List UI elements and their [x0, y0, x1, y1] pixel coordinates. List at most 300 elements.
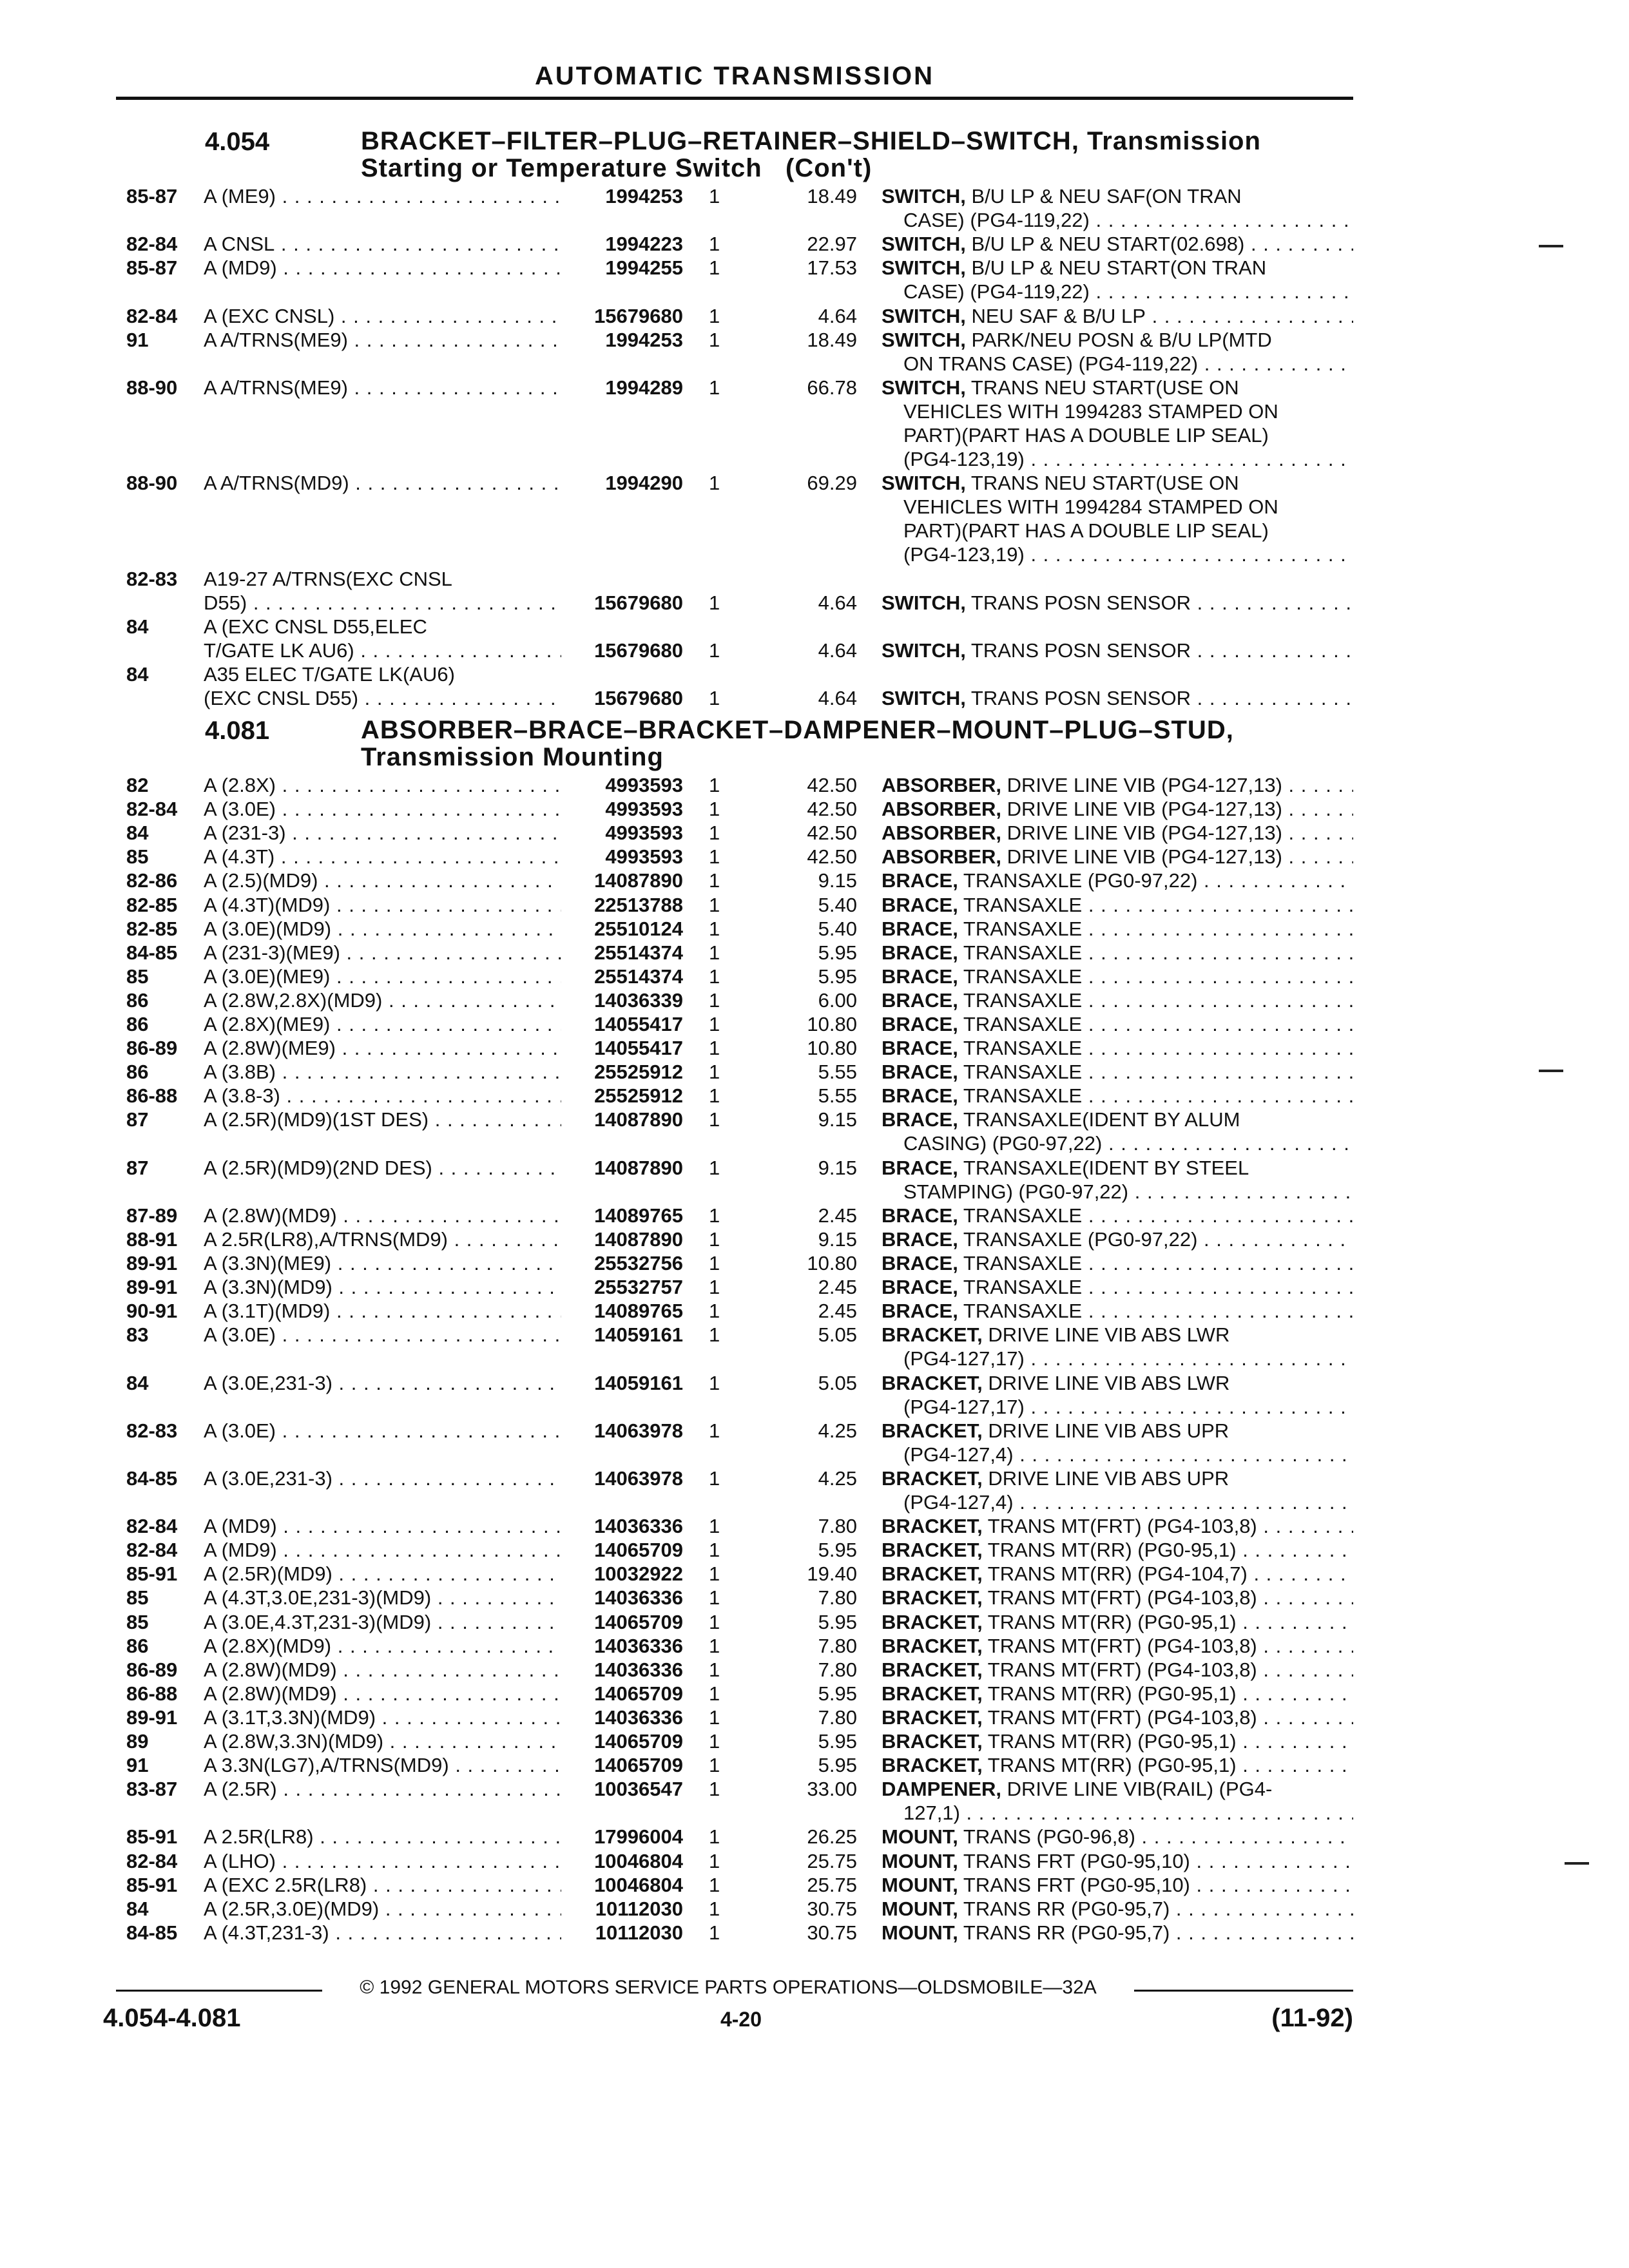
model-application — [204, 567, 561, 615]
description-line: ABSORBER, DRIVE LINE VIB (PG4-127,13) . . . — [882, 845, 1353, 869]
part-description — [882, 328, 1353, 376]
part-number: 14065709 — [594, 1754, 683, 1777]
list-price: 5.95 — [818, 1730, 857, 1753]
model-line: A A/TRNS(MD9) . . . — [204, 471, 561, 495]
part-number: 14036336 — [594, 1634, 683, 1657]
model-line: A (3.0E,231-3) . . . — [204, 1371, 561, 1395]
description-line: BRACE, TRANSAXLE . . . — [882, 1060, 1353, 1084]
description-line: BRACE, TRANSAXLE . . . — [882, 1012, 1353, 1036]
list-price: 18.49 — [807, 185, 857, 207]
quantity: 1 — [709, 1515, 720, 1538]
description-line: BRACKET, DRIVE LINE VIB ABS UPR — [882, 1419, 1229, 1442]
part-number: 25514374 — [594, 941, 683, 964]
part-number: 1994223 — [605, 233, 683, 256]
model-years: 85-87 — [126, 256, 178, 280]
part-name: SWITCH, — [882, 472, 966, 495]
quantity: 1 — [709, 893, 720, 916]
part-description — [882, 917, 1353, 941]
list-price: 69.29 — [807, 472, 857, 495]
model-line: A (231-3) . . . — [204, 821, 561, 845]
model-years: 88-90 — [126, 472, 178, 495]
description-line: (PG4-127,17) . . . — [882, 1395, 1353, 1419]
part-name: BRACE, — [882, 1084, 958, 1108]
quantity: 1 — [709, 1634, 720, 1657]
description-line: BRACKET, TRANS MT(RR) (PG0-95,1) . . . — [882, 1729, 1353, 1753]
model-line: A (2.5R)(MD9)(1ST DES) . . . — [204, 1108, 561, 1131]
model-line: (EXC CNSL D55) . . . — [204, 686, 561, 710]
part-name: ABSORBER, — [882, 822, 1002, 845]
description-line: SWITCH, B/U LP & NEU SAF(ON TRAN — [882, 185, 1242, 207]
description-line: (PG4-127,4) . . . — [882, 1443, 1353, 1466]
description-line: BRACE, TRANSAXLE . . . — [882, 917, 1353, 941]
description-line: BRACKET, TRANS MT(RR) (PG0-95,1) . . . — [882, 1682, 1353, 1706]
part-description — [882, 1658, 1353, 1682]
list-price: 10.80 — [807, 1013, 857, 1035]
part-name: BRACKET, — [882, 1466, 983, 1490]
part-name: BRACKET, — [882, 1754, 983, 1777]
list-price: 42.50 — [807, 798, 857, 821]
description-line: SWITCH, TRANS NEU START(USE ON — [882, 472, 1239, 495]
model-years: 84 — [126, 822, 149, 845]
description-line: BRACE, TRANSAXLE(IDENT BY ALUM — [882, 1108, 1240, 1131]
quantity: 1 — [709, 256, 720, 280]
list-price: 26.25 — [807, 1825, 857, 1849]
description-line: BRACE, TRANSAXLE (PG0-97,22) . . . — [882, 1227, 1353, 1251]
model-application — [204, 1275, 561, 1299]
quantity: 1 — [709, 1252, 720, 1274]
part-name: ABSORBER, — [882, 798, 1002, 821]
part-number: 14036339 — [594, 988, 683, 1012]
part-name: BRACE, — [882, 1156, 958, 1179]
footer-rule-left — [116, 1990, 322, 1992]
part-number: 10036547 — [594, 1778, 683, 1801]
model-years: 86 — [126, 1634, 149, 1657]
model-line: A19-27 A/TRNS(EXC CNSL — [204, 567, 452, 590]
part-description — [882, 1586, 1353, 1610]
model-years: 89-91 — [126, 1252, 178, 1274]
part-name: BRACE, — [882, 965, 958, 988]
model-line: A (2.8X)(MD9) . . . — [204, 1634, 561, 1658]
description-line: BRACKET, TRANS MT(FRT) (PG4-103,8) . . . — [882, 1586, 1353, 1610]
description-line: SWITCH, NEU SAF & B/U LP . . . — [882, 304, 1353, 328]
description-line: BRACKET, DRIVE LINE VIB ABS LWR — [882, 1323, 1230, 1347]
list-price: 9.15 — [818, 1108, 857, 1131]
quantity: 1 — [709, 965, 720, 988]
part-name: BRACE, — [882, 1061, 958, 1084]
description-line: SWITCH, TRANS NEU START(USE ON — [882, 376, 1239, 399]
quantity: 1 — [709, 1658, 720, 1681]
description-line: BRACE, TRANSAXLE . . . — [882, 941, 1353, 965]
quantity: 1 — [709, 1227, 720, 1251]
description-line: SWITCH, TRANS POSN SENSOR . . . — [882, 591, 1353, 615]
model-line: A (2.8X) . . . — [204, 773, 561, 797]
model-years: 86 — [126, 1061, 149, 1084]
part-description — [882, 1897, 1353, 1921]
quantity: 1 — [709, 304, 720, 327]
list-price: 2.45 — [818, 1300, 857, 1323]
description-line: MOUNT, TRANS (PG0-96,8) . . . — [882, 1825, 1353, 1849]
model-years: 89 — [126, 1730, 149, 1753]
quantity: 1 — [709, 591, 720, 614]
list-price: 5.95 — [818, 1754, 857, 1777]
description-line: BRACKET, TRANS MT(RR) (PG0-95,1) . . . — [882, 1753, 1353, 1777]
description-line: BRACKET, DRIVE LINE VIB ABS LWR — [882, 1371, 1230, 1394]
part-description — [882, 1227, 1353, 1251]
part-number: 22513788 — [594, 893, 683, 916]
model-application — [204, 1514, 561, 1538]
model-years: 84-85 — [126, 1921, 178, 1944]
margin-tick — [1539, 245, 1563, 247]
description-line: ON TRANS CASE) (PG4-119,22) . . . — [882, 352, 1353, 376]
model-application — [204, 1466, 561, 1490]
part-description — [882, 845, 1353, 869]
model-application — [204, 1706, 561, 1729]
part-number: 4993593 — [605, 774, 683, 796]
part-number: 25514374 — [594, 965, 683, 988]
model-application — [204, 869, 561, 892]
model-line: A (231-3)(ME9) . . . — [204, 941, 561, 965]
quantity: 1 — [709, 1204, 720, 1227]
part-name: BRACKET, — [882, 1539, 983, 1562]
list-price: 25.75 — [807, 1873, 857, 1896]
model-line: A (2.5R) . . . — [204, 1777, 561, 1801]
quantity: 1 — [709, 1730, 720, 1753]
part-description — [882, 1921, 1353, 1945]
model-years: 86-89 — [126, 1037, 178, 1060]
model-application — [204, 965, 561, 988]
model-years: 91 — [126, 1754, 149, 1777]
model-application — [204, 1323, 561, 1347]
section-title — [361, 128, 1353, 182]
description-line: BRACE, TRANSAXLE . . . — [882, 1036, 1353, 1060]
model-line: A (3.3N)(MD9) . . . — [204, 1275, 561, 1299]
model-line: A (3.1T)(MD9) . . . — [204, 1299, 561, 1323]
part-description — [882, 797, 1353, 821]
quantity: 1 — [709, 1300, 720, 1323]
part-description — [882, 941, 1353, 965]
part-name: BRACKET, — [882, 1371, 983, 1394]
model-line: A (3.3N)(ME9) . . . — [204, 1251, 561, 1275]
model-application — [204, 1084, 561, 1108]
list-price: 33.00 — [807, 1778, 857, 1801]
description-line: (PG4-127,17) . . . — [882, 1347, 1353, 1370]
model-line: A (3.0E,231-3) . . . — [204, 1466, 561, 1490]
list-price: 42.50 — [807, 774, 857, 796]
list-price: 42.50 — [807, 822, 857, 845]
model-application — [204, 821, 561, 845]
part-description — [882, 304, 1353, 328]
model-application — [204, 1610, 561, 1634]
quantity: 1 — [709, 1084, 720, 1108]
section-title — [361, 716, 1353, 771]
quantity: 1 — [709, 798, 720, 821]
section-subtitle: Starting or Temperature Switch (Con't) — [361, 154, 872, 182]
part-number: 14063978 — [594, 1466, 683, 1490]
part-number: 25525912 — [594, 1061, 683, 1084]
description-line: SWITCH, PARK/NEU POSN & B/U LP(MTD — [882, 328, 1272, 351]
model-years: 84 — [126, 663, 149, 686]
list-price: 7.80 — [818, 1706, 857, 1729]
model-years: 86-88 — [126, 1084, 178, 1108]
model-application — [204, 1921, 561, 1945]
model-application — [204, 1729, 561, 1753]
model-application — [204, 615, 561, 662]
model-line: A (3.8B) . . . — [204, 1060, 561, 1084]
list-price: 5.55 — [818, 1061, 857, 1084]
model-application — [204, 376, 561, 399]
part-number: 10046804 — [594, 1849, 683, 1872]
part-number: 14065709 — [594, 1682, 683, 1705]
part-name: SWITCH, — [882, 687, 966, 710]
part-number: 14036336 — [594, 1515, 683, 1538]
model-years: 86-88 — [126, 1682, 178, 1705]
quantity: 1 — [709, 1849, 720, 1872]
model-line: A (2.8W,3.3N)(MD9) . . . — [204, 1729, 561, 1753]
part-number: 1994255 — [605, 256, 683, 280]
model-application — [204, 1156, 561, 1180]
quantity: 1 — [709, 376, 720, 399]
part-number: 25532757 — [594, 1276, 683, 1299]
part-description — [882, 965, 1353, 988]
model-application — [204, 184, 561, 208]
part-name: SWITCH, — [882, 304, 966, 327]
description-line: BRACKET, TRANS MT(RR) (PG4-104,7) . . . — [882, 1562, 1353, 1586]
part-number: 10032922 — [594, 1562, 683, 1586]
model-line: A (MD9) . . . — [204, 1514, 561, 1538]
description-line: MOUNT, TRANS FRT (PG0-95,10) . . . — [882, 1849, 1353, 1873]
model-line: A (2.8X)(ME9) . . . — [204, 1012, 561, 1036]
list-price: 7.80 — [818, 1515, 857, 1538]
part-description — [882, 184, 1353, 232]
part-description — [882, 1036, 1353, 1060]
part-description — [882, 1204, 1353, 1227]
description-line: BRACE, TRANSAXLE . . . — [882, 1084, 1353, 1108]
part-name: BRACE, — [882, 1227, 958, 1251]
model-years: 85-87 — [126, 185, 178, 207]
model-line: A (3.0E,4.3T,231-3)(MD9) . . . — [204, 1610, 561, 1634]
part-name: BRACKET, — [882, 1419, 983, 1442]
part-number: 15679680 — [594, 639, 683, 662]
list-price: 4.64 — [818, 687, 857, 710]
part-number: 14089765 — [594, 1204, 683, 1227]
description-line: DAMPENER, DRIVE LINE VIB(RAIL) (PG4- — [882, 1778, 1273, 1801]
part-number: 14036336 — [594, 1658, 683, 1681]
quantity: 1 — [709, 472, 720, 495]
quantity: 1 — [709, 1754, 720, 1777]
model-line: A (3.0E)(ME9) . . . — [204, 965, 561, 988]
model-application — [204, 773, 561, 797]
description-line: BRACKET, TRANS MT(RR) (PG0-95,1) . . . — [882, 1538, 1353, 1562]
part-name: BRACE, — [882, 1300, 958, 1323]
model-line: A (ME9) . . . — [204, 184, 561, 208]
list-price: 5.95 — [818, 1539, 857, 1562]
model-application — [204, 1012, 561, 1036]
part-number: 14055417 — [594, 1013, 683, 1035]
model-years: 84 — [126, 1371, 149, 1394]
list-price: 5.05 — [818, 1371, 857, 1394]
description-line: ABSORBER, DRIVE LINE VIB (PG4-127,13) . . . — [882, 821, 1353, 845]
quantity: 1 — [709, 822, 720, 845]
quantity: 1 — [709, 1466, 720, 1490]
model-line: A (LHO) . . . — [204, 1849, 561, 1873]
description-line: 127,1) . . . — [882, 1801, 1353, 1825]
list-price: 9.15 — [818, 1156, 857, 1179]
part-number: 1994290 — [605, 472, 683, 495]
description-line: PART)(PART HAS A DOUBLE LIP SEAL) — [903, 423, 1269, 447]
model-application — [204, 917, 561, 941]
model-application — [204, 304, 561, 328]
model-application — [204, 1897, 561, 1921]
part-number: 25532756 — [594, 1252, 683, 1274]
list-price: 10.80 — [807, 1252, 857, 1274]
model-years: 87 — [126, 1156, 149, 1179]
part-description — [882, 591, 1353, 615]
model-years: 90-91 — [126, 1300, 178, 1323]
part-description — [882, 1610, 1353, 1634]
list-price: 42.50 — [807, 845, 857, 869]
quantity: 1 — [709, 1371, 720, 1394]
part-name: BRACKET, — [882, 1634, 983, 1657]
model-line: A (EXC 2.5R(LR8) . . . — [204, 1873, 561, 1897]
quantity: 1 — [709, 185, 720, 207]
description-line: ABSORBER, DRIVE LINE VIB (PG4-127,13) . . . — [882, 773, 1353, 797]
part-name: MOUNT, — [882, 1873, 958, 1896]
part-number: 1994289 — [605, 376, 683, 399]
part-description — [882, 639, 1353, 662]
model-application — [204, 1777, 561, 1801]
model-years: 88-90 — [126, 376, 178, 399]
model-line: A (MD9) . . . — [204, 1538, 561, 1562]
part-number: 1994253 — [605, 185, 683, 207]
part-description — [882, 893, 1353, 917]
margin-tick — [1565, 1862, 1589, 1865]
model-line: A (4.3T,3.0E,231-3)(MD9) . . . — [204, 1586, 561, 1610]
list-price: 7.80 — [818, 1586, 857, 1610]
quantity: 1 — [709, 988, 720, 1012]
description-line: (PG4-123,19) . . . — [882, 447, 1353, 471]
part-description — [882, 1419, 1353, 1466]
part-description — [882, 1108, 1353, 1155]
description-line: BRACE, TRANSAXLE . . . — [882, 1275, 1353, 1299]
margin-tick — [1539, 1070, 1563, 1072]
list-price: 4.64 — [818, 304, 857, 327]
header-rule — [116, 97, 1353, 100]
part-name: BRACE, — [882, 941, 958, 964]
model-line: A (4.3T,231-3) . . . — [204, 1921, 561, 1945]
description-line: SWITCH, B/U LP & NEU START(02.698) . . . — [882, 232, 1353, 256]
list-price: 2.45 — [818, 1276, 857, 1299]
part-number: 14059161 — [594, 1323, 683, 1347]
part-number: 14059161 — [594, 1371, 683, 1394]
model-line: A (3.1T,3.3N)(MD9) . . . — [204, 1706, 561, 1729]
model-application — [204, 1682, 561, 1706]
part-number: 15679680 — [594, 304, 683, 327]
model-line: A35 ELEC T/GATE LK(AU6) — [204, 663, 455, 686]
list-price: 5.95 — [818, 941, 857, 964]
part-description — [882, 1084, 1353, 1108]
model-line: A (2.8W,2.8X)(MD9) . . . — [204, 988, 561, 1012]
description-line: BRACE, TRANSAXLE . . . — [882, 1251, 1353, 1275]
model-application — [204, 797, 561, 821]
part-name: BRACE, — [882, 869, 958, 892]
model-years: 85 — [126, 965, 149, 988]
model-years: 85-91 — [126, 1562, 178, 1586]
model-years: 86 — [126, 1013, 149, 1035]
part-description — [882, 773, 1353, 797]
part-name: BRACE, — [882, 1108, 958, 1131]
page-header-title: AUTOMATIC TRANSMISSION — [534, 62, 935, 90]
model-line: A (2.5R,3.0E)(MD9) . . . — [204, 1897, 561, 1921]
part-name: SWITCH, — [882, 185, 966, 207]
model-years: 82 — [126, 774, 149, 796]
quantity: 1 — [709, 1276, 720, 1299]
part-name: BRACE, — [882, 1276, 958, 1299]
model-line: A (EXC CNSL D55,ELEC — [204, 615, 427, 638]
model-years: 83 — [126, 1323, 149, 1347]
part-description — [882, 1777, 1353, 1825]
model-line: A 2.5R(LR8),A/TRNS(MD9) . . . — [204, 1227, 561, 1251]
date-code: (11-92) — [1271, 2004, 1353, 2032]
quantity: 1 — [709, 1562, 720, 1586]
model-application — [204, 1586, 561, 1610]
model-application — [204, 1753, 561, 1777]
quantity: 1 — [709, 1586, 720, 1610]
quantity: 1 — [709, 774, 720, 796]
model-years: 82-84 — [126, 798, 178, 821]
part-number: 14087890 — [594, 869, 683, 892]
model-application — [204, 1036, 561, 1060]
description-line: VEHICLES WITH 1994284 STAMPED ON — [903, 495, 1278, 519]
list-price: 5.55 — [818, 1084, 857, 1108]
list-price: 5.95 — [818, 965, 857, 988]
part-description — [882, 686, 1353, 710]
model-application — [204, 328, 561, 352]
part-number: 25525912 — [594, 1084, 683, 1108]
part-name: SWITCH, — [882, 233, 966, 256]
list-price: 66.78 — [807, 376, 857, 399]
part-description — [882, 1012, 1353, 1036]
description-line: PART)(PART HAS A DOUBLE LIP SEAL) — [903, 519, 1269, 543]
part-name: BRACE, — [882, 1013, 958, 1035]
list-price: 4.25 — [818, 1419, 857, 1442]
model-application — [204, 1538, 561, 1562]
part-name: BRACKET, — [882, 1610, 983, 1633]
model-application — [204, 1060, 561, 1084]
part-description — [882, 1299, 1353, 1323]
list-price: 6.00 — [818, 988, 857, 1012]
model-years: 85 — [126, 1610, 149, 1633]
quantity: 1 — [709, 233, 720, 256]
part-description — [882, 1562, 1353, 1586]
description-line: VEHICLES WITH 1994283 STAMPED ON — [903, 399, 1278, 423]
part-number: 4993593 — [605, 822, 683, 845]
part-description — [882, 376, 1353, 471]
model-years: 82-84 — [126, 1539, 178, 1562]
part-name: BRACKET, — [882, 1323, 983, 1347]
part-description — [882, 1371, 1353, 1419]
part-number: 10112030 — [595, 1921, 683, 1944]
quantity: 1 — [709, 941, 720, 964]
part-name: SWITCH, — [882, 328, 966, 351]
part-description — [882, 869, 1353, 892]
part-name: MOUNT, — [882, 1825, 958, 1849]
model-application — [204, 941, 561, 965]
part-name: SWITCH, — [882, 639, 966, 662]
model-application — [204, 1634, 561, 1658]
model-line: A (2.5R)(MD9)(2ND DES) . . . — [204, 1156, 561, 1180]
part-number: 14065709 — [594, 1730, 683, 1753]
part-number: 14087890 — [594, 1156, 683, 1179]
